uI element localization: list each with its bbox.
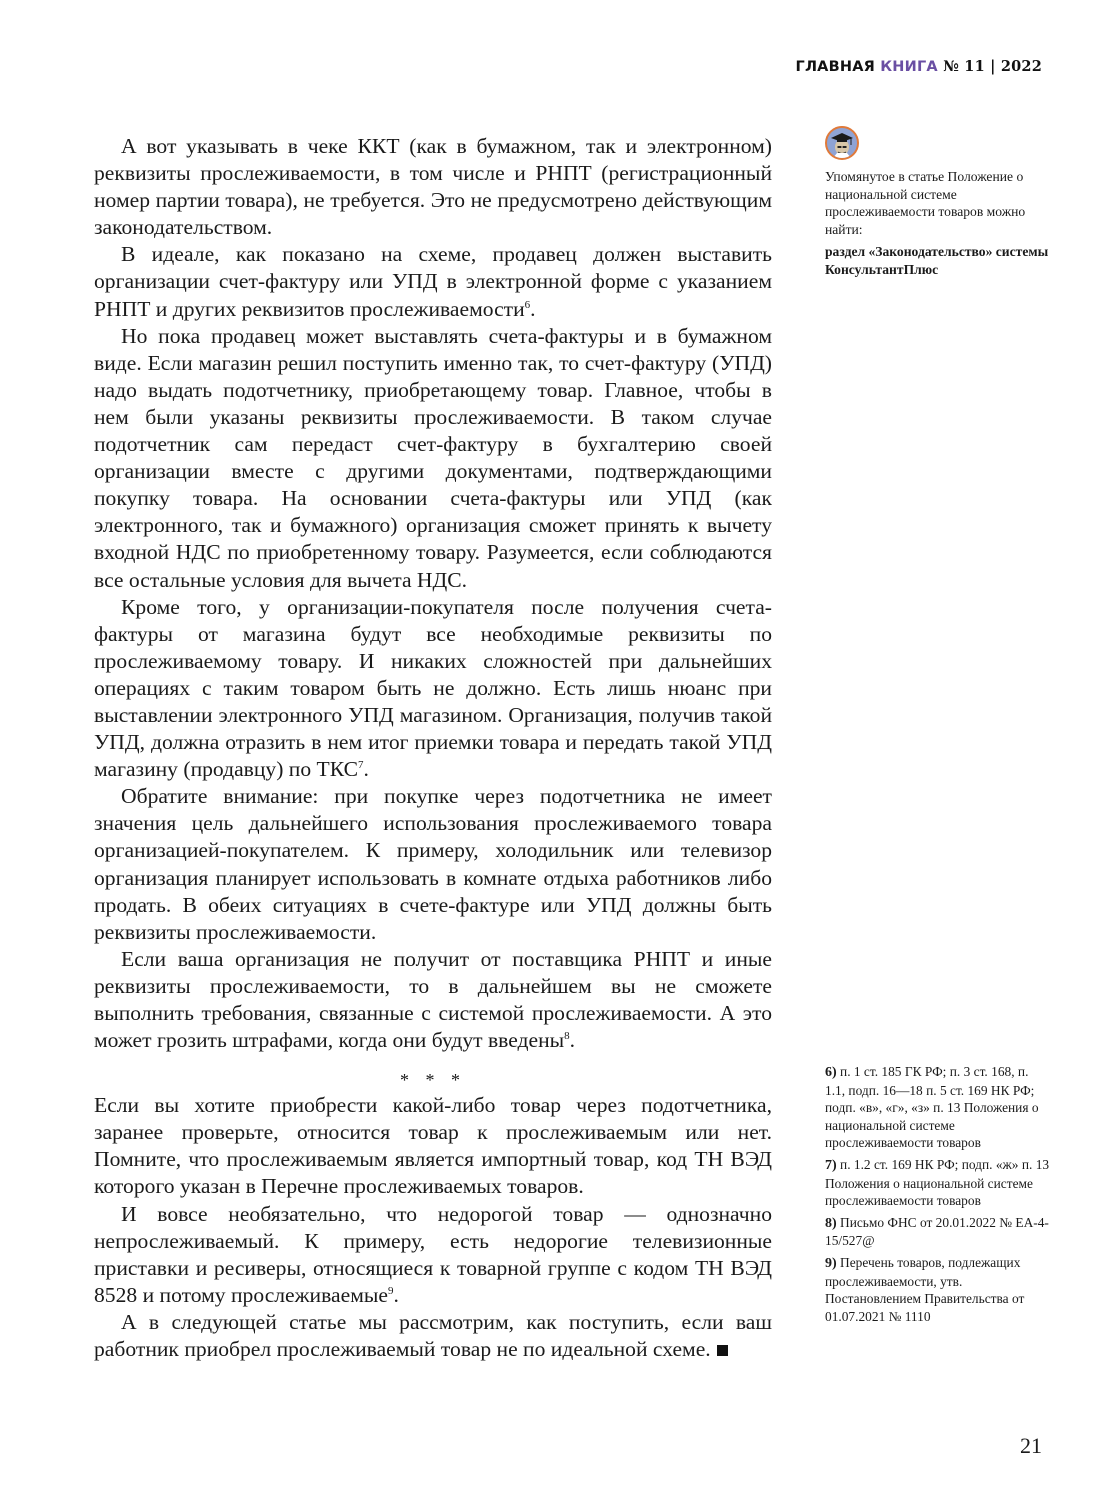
end-of-article-mark-icon — [717, 1345, 728, 1356]
professor-avatar-icon — [825, 126, 859, 160]
footnotes — [825, 1063, 1050, 1329]
footnote-ref: 9 — [387, 1284, 394, 1297]
paragraph: А вот указывать в чеке ККТ (как в бумажном, так и электронном) реквизиты прослеживаемости, в том числе и РНПТ (регистрационный номер партии товара), не требуется. Это не предусмотрено действующим законодательством. — [94, 134, 772, 240]
paragraph: Обратите внимание: при покупке через подотчетника не имеет значения цель дальнейшего использования прослеживаемого товара организацией-покупателем. К примеру, холодильник или телевизор организация планирует использовать в комнате отдыха работников либо продать. В обеих ситуациях в счете-фактуре или УПД должны быть реквизиты прослеживаемости. — [94, 784, 772, 944]
magazine-title-part2: КНИГА — [880, 59, 938, 75]
paragraph: Но пока продавец может выставлять счета-фактуры и в бумажном виде. Если магазин решил поступить именно так, то счет-фактуру (УПД) надо выдать подотчетнику, приобретающему товар. Главное, чтобы в нем были указаны реквизиты прослеживаемости. В таком случае подотчетник сам передаст счет-фактуру в бухгалтерию своей организации вместе с другими документами, подтверждающими покупку товара. На основании счета-фактуры или УПД (как электронного, так и бумажного) организация сможет принять к вычету входной НДС по приобретенному товару. Разумеется, если соблюдаются все остальные условия для вычета НДС. — [94, 323, 772, 592]
footnote-ref: 8 — [564, 1029, 570, 1042]
sidebar-note — [825, 126, 1050, 278]
footnote-7: 7) п. 1.2 ст. 169 НК РФ; подп. «ж» п. 13 Положения о национальной системе прослеживаемости товаров — [825, 1156, 1050, 1209]
footnote-9: 9) Перечень товаров, подлежащих прослеживаемости, утв. Постановлением Правительства от 01.07.2021 № 1110 — [825, 1254, 1025, 1324]
footnote-ref: 6 — [524, 298, 531, 311]
footnote-6: 6) п. 1 ст. 185 ГК РФ; п. 3 ст. 168, п. 1.1, подп. 16—18 п. 5 ст. 169 НК РФ; подп. «в», «г», «з» п. 13 Положения о национальной системе прослеживаемости товаров — [825, 1064, 1039, 1151]
paragraph: Если ваша организация не получит от поставщика РНПТ и иные реквизиты прослеживаемости, то в дальнейшем вы не сможете выполнить требования, связанные с системой прослеживаемости. А это может грозить штрафами, когда они будут введены$^8$. — [94, 946, 772, 1053]
issue-number: № 11 | 2022 — [943, 58, 1042, 75]
paragraph: И вовсе необязательно, что недорогой товар — однозначно непрослеживаемый. К примеру, есть недорогие телевизионные приставки и ресиверы, относящиеся к товарной группе с кодом ТН ВЭД 8528 и потому прослеживаемые$^9$. — [94, 1201, 772, 1307]
footnote-ref: 7 — [358, 758, 364, 771]
footnote-8: 8) Письмо ФНС от 20.01.2022 № ЕА-4-15/527@ — [825, 1214, 1049, 1249]
sidebar-note-text: Упомянутое в статье Положение о национальной системе прослеживаемости товаров можно найти: — [825, 169, 1026, 237]
paragraph: В идеале, как показано на схеме, продавец должен выставить организации счет-фактуру или УПД в электронной форме с указанием РНПТ и других реквизитов прослеживаемости$^6$. — [94, 242, 772, 321]
magazine-title-part1: ГЛАВНАЯ — [795, 59, 875, 75]
paragraph: Если вы хотите приобрести какой-либо товар через подотчетника, заранее проверьте, относится товар к прослеживаемым или нет. Помните, что прослеживаемым является импортный товар, код ТН ВЭД которого указан в Перечне прослеживаемых товаров. — [94, 1093, 772, 1199]
page-number: 21 — [1020, 1433, 1042, 1458]
running-header — [796, 58, 1043, 75]
article-body — [94, 133, 772, 1363]
section-separator: * * * — [400, 1070, 466, 1091]
paragraph: Кроме того, у организации-покупателя после получения счета-фактуры от магазина будут все необходимые реквизиты по прослеживаемому товару. И никаких сложностей при дальнейших операциях с таким товаром быть не должно. Есть лишь нюанс при выставлении электронного УПД магазином. Организация, получив такой УПД, должна отразить в нем итог приемки товара и передать такой УПД магазину (продавцу) по ТКС$^7$. — [94, 594, 772, 782]
sidebar-note-source: раздел «Законодательство» системы КонсультантПлюс — [825, 244, 1049, 277]
paragraph: А в следующей статье мы рассмотрим, как поступить, если ваш работник приобрел прослеживаемый товар не по идеальной схеме. — [94, 1309, 772, 1362]
